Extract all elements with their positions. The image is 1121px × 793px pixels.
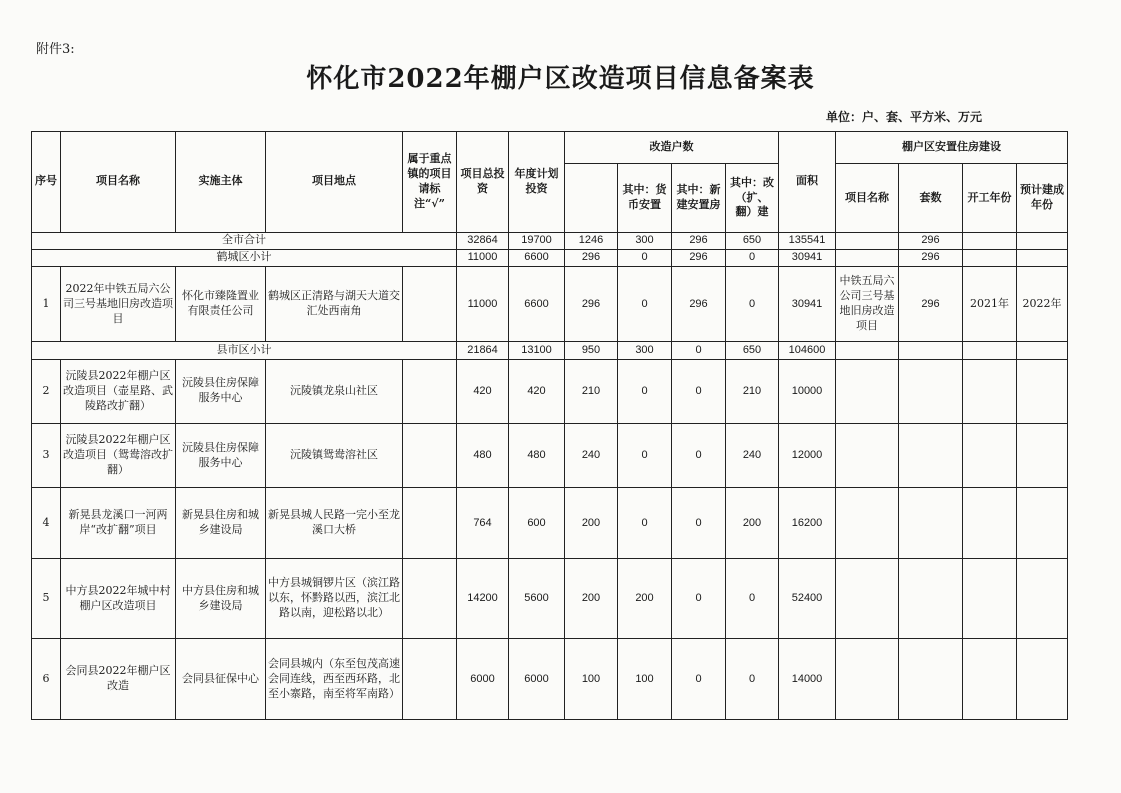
cell: 52400 <box>779 558 836 639</box>
cell: 中方县城铜锣片区（滨江路以东，怀黔路以西，滨江北路以南，迎松路以北） <box>266 558 403 639</box>
cell: 19700 <box>509 232 565 249</box>
cell: 0 <box>618 423 672 487</box>
cell: 300 <box>618 342 672 359</box>
cell: 会同县城内（东至包茂高速会同连线，西至西环路，北至小寨路，南至将军南路） <box>266 639 403 720</box>
cell: 135541 <box>779 232 836 249</box>
cell: 0 <box>672 558 726 639</box>
cell: 650 <box>726 232 779 249</box>
cell: 13100 <box>509 342 565 359</box>
cell: 420 <box>509 359 565 423</box>
total-row-city <box>32 232 1068 249</box>
header-new-build: 其中：新建安置房 <box>672 164 726 232</box>
cell: 0 <box>618 359 672 423</box>
subtotal-label: 鹤城区小计 <box>32 249 457 266</box>
header-entity: 实施主体 <box>176 132 266 233</box>
header-housing-name: 项目名称 <box>836 164 899 232</box>
cell: 1 <box>32 266 61 342</box>
cell: 0 <box>672 423 726 487</box>
header-housing: 棚户区安置住房建设 <box>836 132 1068 164</box>
header-project-name: 项目名称 <box>61 132 176 233</box>
cell: 14000 <box>779 639 836 720</box>
cell: 会同县征保中心 <box>176 639 266 720</box>
subtotal-label: 县市区小计 <box>32 342 457 359</box>
cell: 210 <box>565 359 618 423</box>
cell: 210 <box>726 359 779 423</box>
cell: 240 <box>565 423 618 487</box>
cell: 296 <box>672 266 726 342</box>
cell: 新晃县龙溪口一河两岸“改扩翻”项目 <box>61 488 176 558</box>
cell: 新晃县城人民路一完小至龙溪口大桥 <box>266 488 403 558</box>
header-row-1 <box>32 132 1068 164</box>
header-area: 面积 <box>779 132 836 233</box>
cell: 鹤城区正清路与湖天大道交汇处西南角 <box>266 266 403 342</box>
cell: 950 <box>565 342 618 359</box>
cell: 0 <box>726 266 779 342</box>
cell: 新晃县住房和城乡建设局 <box>176 488 266 558</box>
cell: 30941 <box>779 249 836 266</box>
header-cash: 其中：货币安置 <box>618 164 672 232</box>
cell: 0 <box>726 558 779 639</box>
cell: 600 <box>509 488 565 558</box>
cell: 6600 <box>509 266 565 342</box>
cell: 3 <box>32 423 61 487</box>
cell: 0 <box>618 488 672 558</box>
cell: 6000 <box>457 639 509 720</box>
cell: 32864 <box>457 232 509 249</box>
table-row <box>32 558 1068 639</box>
cell: 沅陵县2022年棚户区改造项目（鸳鸯溶改扩翻） <box>61 423 176 487</box>
cell: 会同县2022年棚户区改造 <box>61 639 176 720</box>
cell: 2 <box>32 359 61 423</box>
header-finish-year: 预计建成年份 <box>1017 164 1068 232</box>
subtotal-row-county <box>32 342 1068 359</box>
cell: 2021年 <box>963 266 1017 342</box>
cell: 0 <box>672 639 726 720</box>
page-title: 怀化市2022年棚户区改造项目信息备案表 <box>306 64 815 94</box>
cell: 0 <box>726 639 779 720</box>
cell: 296 <box>565 266 618 342</box>
cell: 480 <box>509 423 565 487</box>
table-row <box>32 266 1068 342</box>
cell: 0 <box>672 488 726 558</box>
cell: 16200 <box>779 488 836 558</box>
cell: 12000 <box>779 423 836 487</box>
cell: 2022年 <box>1017 266 1068 342</box>
cell: 6000 <box>509 639 565 720</box>
cell: 0 <box>618 249 672 266</box>
cell: 764 <box>457 488 509 558</box>
cell: 200 <box>565 488 618 558</box>
project-table <box>31 131 1068 720</box>
cell: 5 <box>32 558 61 639</box>
header-key-town: 属于重点镇的项目请标注“√” <box>403 132 457 233</box>
header-location: 项目地点 <box>266 132 403 233</box>
cell: 296 <box>899 232 963 249</box>
attachment-label: 附件3: <box>36 42 75 57</box>
header-total-invest: 项目总投资 <box>457 132 509 233</box>
cell: 中铁五局六公司三号基地旧房改造项目 <box>836 266 899 342</box>
cell: 0 <box>672 342 726 359</box>
cell: 6 <box>32 639 61 720</box>
cell: 100 <box>565 639 618 720</box>
table-row <box>32 359 1068 423</box>
cell: 11000 <box>457 249 509 266</box>
cell: 296 <box>672 232 726 249</box>
cell: 沅陵县住房保障服务中心 <box>176 359 266 423</box>
cell: 6600 <box>509 249 565 266</box>
header-annual-invest: 年度计划投资 <box>509 132 565 233</box>
subtotal-row-hecheng <box>32 249 1068 266</box>
cell: 420 <box>457 359 509 423</box>
cell: 296 <box>672 249 726 266</box>
cell: 11000 <box>457 266 509 342</box>
cell: 200 <box>618 558 672 639</box>
cell: 沅陵县2022年棚户区改造项目（壶星路、武陵路改扩翻） <box>61 359 176 423</box>
cell: 100 <box>618 639 672 720</box>
cell: 200 <box>726 488 779 558</box>
cell: 0 <box>618 266 672 342</box>
cell: 5600 <box>509 558 565 639</box>
cell: 2022年中铁五局六公司三号基地旧房改造项目 <box>61 266 176 342</box>
cell: 200 <box>565 558 618 639</box>
cell: 1246 <box>565 232 618 249</box>
cell: 0 <box>672 359 726 423</box>
cell: 中方县2022年城中村棚户区改造项目 <box>61 558 176 639</box>
table-row <box>32 639 1068 720</box>
cell: 296 <box>565 249 618 266</box>
cell: 21864 <box>457 342 509 359</box>
cell: 沅陵镇鸳鸯溶社区 <box>266 423 403 487</box>
cell: 中方县住房和城乡建设局 <box>176 558 266 639</box>
cell: 0 <box>726 249 779 266</box>
cell: 296 <box>899 266 963 342</box>
cell: 怀化市臻隆置业有限责任公司 <box>176 266 266 342</box>
unit-note: 单位：户、套、平方米、万元 <box>826 110 983 124</box>
total-label: 全市合计 <box>32 232 457 249</box>
table-row <box>32 423 1068 487</box>
cell: 480 <box>457 423 509 487</box>
cell: 14200 <box>457 558 509 639</box>
header-seq: 序号 <box>32 132 61 233</box>
cell: 4 <box>32 488 61 558</box>
cell: 沅陵县住房保障服务中心 <box>176 423 266 487</box>
cell: 104600 <box>779 342 836 359</box>
header-housing-sets: 套数 <box>899 164 963 232</box>
header-start-year: 开工年份 <box>963 164 1017 232</box>
cell: 650 <box>726 342 779 359</box>
cell: 10000 <box>779 359 836 423</box>
table-row <box>32 488 1068 558</box>
header-renovate: 其中：改（扩、翻）建 <box>726 164 779 232</box>
cell: 296 <box>899 249 963 266</box>
cell: 240 <box>726 423 779 487</box>
header-households: 改造户数 <box>565 132 779 164</box>
cell: 30941 <box>779 266 836 342</box>
cell: 300 <box>618 232 672 249</box>
cell: 沅陵镇龙泉山社区 <box>266 359 403 423</box>
